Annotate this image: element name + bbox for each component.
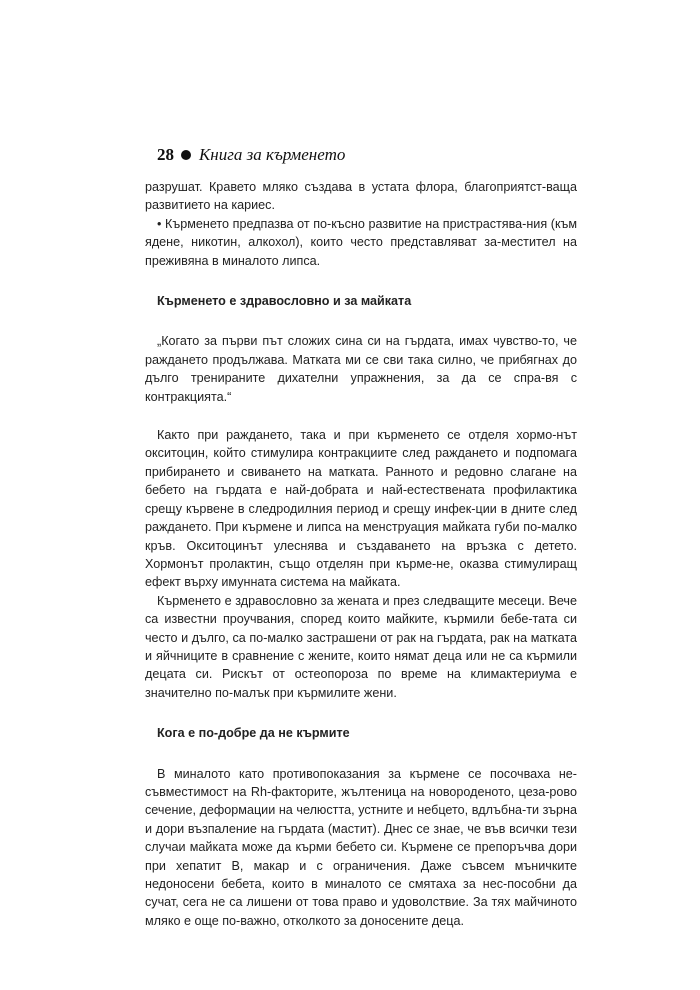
page-body: [145, 178, 577, 930]
paragraph: Кърменето е здравословно за жената и през следващите месеци. Вече са известни проучвания, според които майките, кърмили бебе-тата си често и дълго, са по-малко застрашени от рак на гърдата, рак на матката и яйчниците в сравнение с жените, които нямат деца или не са кърмили децата си. Рискът от остеопороза по време на климактериума е значително по-малък при кърмилите жени.: [145, 593, 577, 700]
running-header: [157, 145, 345, 165]
book-title: Книга за кърменето: [199, 145, 346, 164]
bullet-paragraph: • Кърменето предпазва от по-късно развитие на пристрастява-ния (към ядене, никотин, алкохол), които често представляват за-местител на преживяна в миналото липса.: [145, 216, 577, 268]
bullet-dot-icon: [181, 150, 191, 160]
paragraph: разрушат. Кравето мляко създава в устата флора, благоприятст-ваща развитието на кариес.: [145, 180, 577, 213]
paragraph: В миналото като противопоказания за кърмене се посочваха не-съвместимост на Rh-факторите, жълтеница на новороденото, цеза-рово сечение, деформации на челюстта, устните и небцето, вдлъбна-ти зърна и дори възпаление на гърдата (мастит). Днес се знае, че във всички тези случаи майката може да кърми бебето си. Кърмене се препоръчва дори при хепатит В, макар и с ограничения. Даже съвсем мъничките недоносени бебета, които в миналото се смятаха за нес-пособни да сучат, сега не са лишени от това право и удоволствие. За тях майчиното мляко е още по-важно, отколкото за доносените деца.: [145, 766, 577, 928]
quote-paragraph: „Когато за първи път сложих сина си на гърдата, имах чувство-то, че раждането продължава. Матката ми се сви така силно, че прибягнах до дълго тренираните дихателни упражнения, за да се спра-вя с контракцията.“: [145, 334, 577, 404]
paragraph: Както при раждането, така и при кърменето се отделя хормо-нът окситоцин, който стимулира контракциите след раждането и подпомага прибирането и свиването на матката. Ранното и редовно слагане на бебето на гърдата е най-добрата и най-естествената профилактика срещу кървене в следродилния период и срещу инфек-ции в дните след раждането. При кърмене и липса на менструация майката губи по-малко кръв. Окситоцинът улеснява и създаването на връзка с детето. Хормонът пролактин, също отделян при кърме-не, оказва стимулиращ ефект върху имунната система на майката.: [145, 428, 577, 590]
section-heading: Кърменето е здравословно и за майката: [157, 294, 412, 309]
page-number: 28: [157, 145, 174, 164]
section-heading: Кога е по-добре да не кърмите: [157, 726, 350, 741]
